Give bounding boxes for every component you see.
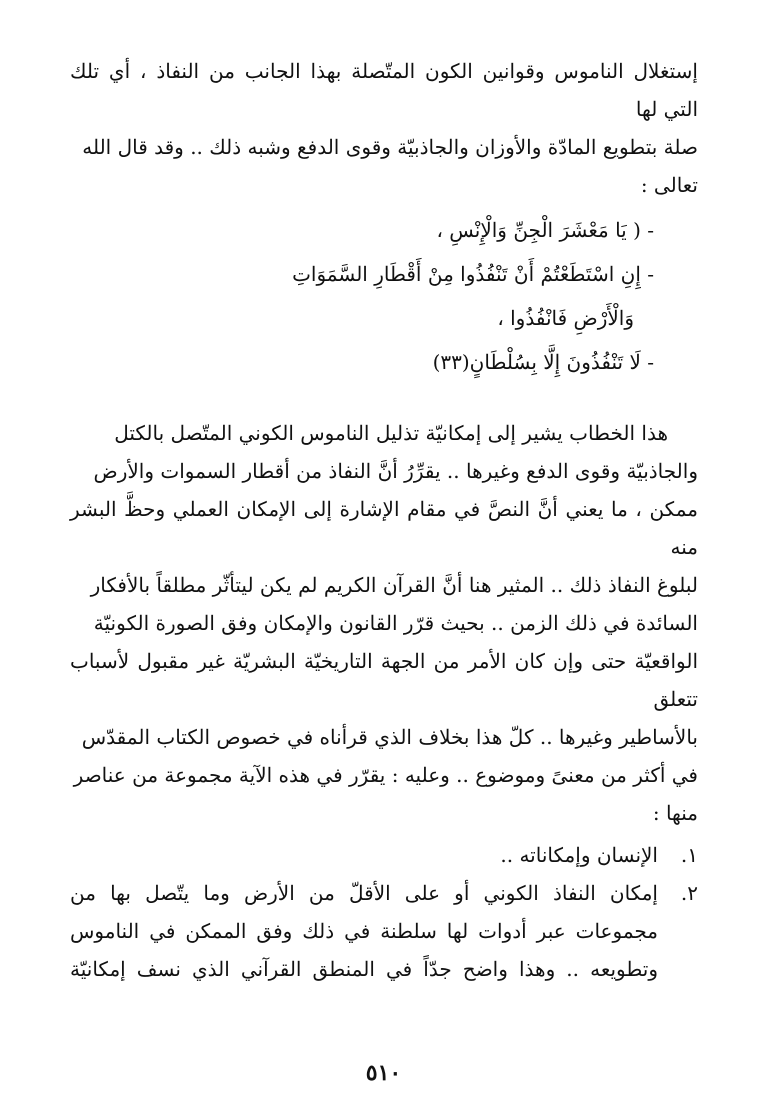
text-line: لبلوغ النفاذ ذلك .. المثير هنا أنَّ القرآن الكريم لم يكن ليتأثّر مطلقاً بالأفكار — [90, 573, 698, 597]
text-line: بالأساطير وغيرها .. كلّ هذا بخلاف الذي قرأناه في خصوص الكتاب المقدّس — [81, 725, 698, 749]
verse-line: - إِنِ اسْتَطَعْتُمْ أَنْ تَنْفُذُوا مِنْ أَقْطَارِ السَّمَوَاتِ — [292, 262, 654, 286]
body-paragraph — [70, 414, 698, 832]
text-line: الواقعيّة حتى وإن كان الأمر من الجهة التاريخيّة البشريّة غير مقبول لأسباب تتعلق — [70, 649, 698, 711]
text-line: في أكثر من معنىً وموضوع .. وعليه : يقرّر في هذه الآية مجموعة من عناصر — [73, 763, 698, 787]
list-item — [70, 836, 698, 874]
numbered-list — [70, 836, 698, 988]
text-line: هذا الخطاب يشير إلى إمكانيّة تذليل الناموس الكوني المتّصل بالكتل — [114, 421, 668, 445]
verse-line: - لَا تَنْفُذُونَ إِلَّا بِسُلْطَانٍ(٣٣) — [432, 350, 654, 374]
text-line: إمكان النفاذ الكوني أو على الأقلّ من الأرض وما يتّصل بها من — [70, 881, 658, 905]
text-line: ممكن ، ما يعني أنَّ النصَّ في مقام الإشارة إلى الإمكان العملي وحظَّ البشر منه — [70, 497, 698, 559]
text-line: السائدة في ذلك الزمن .. بحيث قرّر القانون والإمكان وفق الصورة الكونيّة — [93, 611, 698, 635]
list-item-number: ٢. — [680, 881, 698, 905]
text-line: صلة بتطويع المادّة والأوزان والجاذبيّة وقوى الدفع وشبه ذلك .. وقد قال الله — [82, 135, 698, 159]
text-line: إستغلال الناموس وقوانين الكون المتّصلة بهذا الجانب من النفاذ ، أي تلك التي لها — [70, 59, 698, 121]
text-line: والجاذبيّة وقوى الدفع وغيرها .. يقرِّرُ أنَّ النفاذ من أقطار السموات والأرض — [93, 459, 698, 483]
text-line: وتطويعه .. وهذا واضح جدّاً في المنطق القرآني الذي نسف إمكانيّة — [70, 957, 658, 981]
text-line: مجموعات عبر أدوات لها سلطنة في ذلك وفق الممكن في الناموس — [70, 919, 658, 943]
page-content — [70, 52, 698, 988]
text-line: الإنسان وإمكاناته .. — [500, 843, 658, 867]
text-line: منها : — [652, 801, 698, 825]
page-number: ٥١٠ — [365, 1060, 402, 1086]
list-item — [70, 874, 698, 988]
text-line: تعالى : — [640, 173, 698, 197]
verse-line: وَالْأَرْضِ فَانْفُذُوا ، — [497, 306, 634, 330]
verse-line: - ( يَا مَعْشَرَ الْجِنِّ وَالْإِنْسِ ، — [436, 218, 654, 242]
intro-paragraph — [70, 52, 698, 204]
quran-verses — [114, 208, 654, 384]
list-item-number: ١. — [680, 843, 698, 867]
